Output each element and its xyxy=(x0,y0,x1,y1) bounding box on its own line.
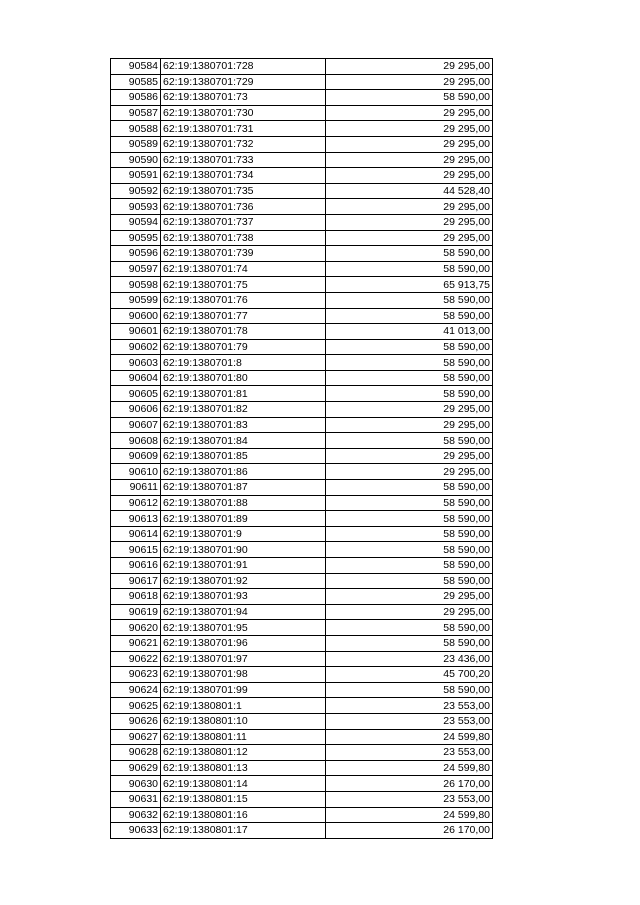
cadastral-number-cell: 62:19:1380701:95 xyxy=(161,620,326,636)
table-row xyxy=(111,261,493,277)
value-cell: 29 295,00 xyxy=(326,214,493,230)
cadastral-number-cell: 62:19:1380701:80 xyxy=(161,370,326,386)
cadastral-number-cell: 62:19:1380801:17 xyxy=(161,823,326,839)
table-row xyxy=(111,402,493,418)
cadastral-number-cell: 62:19:1380701:85 xyxy=(161,448,326,464)
value-cell: 29 295,00 xyxy=(326,448,493,464)
value-cell: 23 553,00 xyxy=(326,713,493,729)
row-number-cell: 90616 xyxy=(111,558,161,574)
table-row xyxy=(111,526,493,542)
table-row xyxy=(111,448,493,464)
cadastral-number-cell: 62:19:1380701:731 xyxy=(161,121,326,137)
row-number-cell: 90632 xyxy=(111,807,161,823)
row-number-cell: 90623 xyxy=(111,667,161,683)
table-row xyxy=(111,90,493,106)
row-number-cell: 90601 xyxy=(111,324,161,340)
value-cell: 29 295,00 xyxy=(326,121,493,137)
value-cell: 58 590,00 xyxy=(326,339,493,355)
table-row xyxy=(111,199,493,215)
cadastral-number-cell: 62:19:1380701:734 xyxy=(161,168,326,184)
value-cell: 29 295,00 xyxy=(326,105,493,121)
cadastral-number-cell: 62:19:1380701:81 xyxy=(161,386,326,402)
row-number-cell: 90630 xyxy=(111,776,161,792)
value-cell: 29 295,00 xyxy=(326,152,493,168)
cadastral-number-cell: 62:19:1380701:728 xyxy=(161,59,326,75)
value-cell: 23 553,00 xyxy=(326,745,493,761)
value-cell: 29 295,00 xyxy=(326,402,493,418)
value-cell: 58 590,00 xyxy=(326,292,493,308)
row-number-cell: 90607 xyxy=(111,417,161,433)
row-number-cell: 90613 xyxy=(111,511,161,527)
cadastral-number-cell: 62:19:1380801:1 xyxy=(161,698,326,714)
table-row xyxy=(111,542,493,558)
table-row xyxy=(111,168,493,184)
table-row xyxy=(111,713,493,729)
value-cell: 24 599,80 xyxy=(326,760,493,776)
row-number-cell: 90595 xyxy=(111,230,161,246)
table-row xyxy=(111,386,493,402)
cadastral-number-cell: 62:19:1380701:739 xyxy=(161,246,326,262)
cadastral-number-cell: 62:19:1380701:9 xyxy=(161,526,326,542)
table-row xyxy=(111,230,493,246)
table-row xyxy=(111,807,493,823)
cadastral-number-cell: 62:19:1380701:732 xyxy=(161,136,326,152)
table-row xyxy=(111,760,493,776)
table-row xyxy=(111,745,493,761)
cadastral-number-cell: 62:19:1380701:92 xyxy=(161,573,326,589)
cadastral-number-cell: 62:19:1380801:10 xyxy=(161,713,326,729)
value-cell: 58 590,00 xyxy=(326,370,493,386)
table-row xyxy=(111,292,493,308)
cadastral-number-cell: 62:19:1380701:736 xyxy=(161,199,326,215)
row-number-cell: 90629 xyxy=(111,760,161,776)
value-cell: 29 295,00 xyxy=(326,230,493,246)
row-number-cell: 90618 xyxy=(111,589,161,605)
table-row xyxy=(111,464,493,480)
cadastral-number-cell: 62:19:1380701:88 xyxy=(161,495,326,511)
row-number-cell: 90612 xyxy=(111,495,161,511)
cadastral-number-cell: 62:19:1380701:94 xyxy=(161,604,326,620)
value-cell: 29 295,00 xyxy=(326,136,493,152)
row-number-cell: 90605 xyxy=(111,386,161,402)
value-cell: 26 170,00 xyxy=(326,776,493,792)
row-number-cell: 90610 xyxy=(111,464,161,480)
row-number-cell: 90633 xyxy=(111,823,161,839)
cadastral-number-cell: 62:19:1380701:733 xyxy=(161,152,326,168)
row-number-cell: 90600 xyxy=(111,308,161,324)
row-number-cell: 90592 xyxy=(111,183,161,199)
value-cell: 58 590,00 xyxy=(326,526,493,542)
value-cell: 29 295,00 xyxy=(326,464,493,480)
value-cell: 58 590,00 xyxy=(326,433,493,449)
cadastral-number-cell: 62:19:1380701:89 xyxy=(161,511,326,527)
row-number-cell: 90624 xyxy=(111,682,161,698)
cadastral-number-cell: 62:19:1380801:15 xyxy=(161,791,326,807)
cadastral-number-cell: 62:19:1380701:97 xyxy=(161,651,326,667)
table-row xyxy=(111,682,493,698)
cadastral-number-cell: 62:19:1380701:77 xyxy=(161,308,326,324)
value-cell: 23 553,00 xyxy=(326,698,493,714)
row-number-cell: 90626 xyxy=(111,713,161,729)
cadastral-number-cell: 62:19:1380701:738 xyxy=(161,230,326,246)
value-cell: 29 295,00 xyxy=(326,417,493,433)
cadastral-number-cell: 62:19:1380701:73 xyxy=(161,90,326,106)
table-row xyxy=(111,183,493,199)
table-row xyxy=(111,214,493,230)
value-cell: 23 553,00 xyxy=(326,791,493,807)
cadastral-number-cell: 62:19:1380701:76 xyxy=(161,292,326,308)
cadastral-number-cell: 62:19:1380701:8 xyxy=(161,355,326,371)
cadastral-number-cell: 62:19:1380701:735 xyxy=(161,183,326,199)
table-row xyxy=(111,370,493,386)
table-row xyxy=(111,667,493,683)
cadastral-number-cell: 62:19:1380801:14 xyxy=(161,776,326,792)
value-cell: 58 590,00 xyxy=(326,573,493,589)
value-cell: 41 013,00 xyxy=(326,324,493,340)
cadastral-number-cell: 62:19:1380701:86 xyxy=(161,464,326,480)
cadastral-number-cell: 62:19:1380701:91 xyxy=(161,558,326,574)
cadastral-value-table xyxy=(110,58,493,839)
table-row xyxy=(111,480,493,496)
row-number-cell: 90599 xyxy=(111,292,161,308)
row-number-cell: 90609 xyxy=(111,448,161,464)
value-cell: 29 295,00 xyxy=(326,59,493,75)
value-cell: 44 528,40 xyxy=(326,183,493,199)
row-number-cell: 90587 xyxy=(111,105,161,121)
value-cell: 58 590,00 xyxy=(326,495,493,511)
table-row xyxy=(111,246,493,262)
row-number-cell: 90625 xyxy=(111,698,161,714)
row-number-cell: 90589 xyxy=(111,136,161,152)
value-cell: 58 590,00 xyxy=(326,261,493,277)
table-row xyxy=(111,558,493,574)
row-number-cell: 90604 xyxy=(111,370,161,386)
cadastral-number-cell: 62:19:1380701:98 xyxy=(161,667,326,683)
row-number-cell: 90627 xyxy=(111,729,161,745)
cadastral-number-cell: 62:19:1380801:11 xyxy=(161,729,326,745)
value-cell: 58 590,00 xyxy=(326,480,493,496)
row-number-cell: 90615 xyxy=(111,542,161,558)
value-cell: 29 295,00 xyxy=(326,199,493,215)
table-row xyxy=(111,573,493,589)
row-number-cell: 90631 xyxy=(111,791,161,807)
cadastral-number-cell: 62:19:1380701:87 xyxy=(161,480,326,496)
value-cell: 24 599,80 xyxy=(326,807,493,823)
cadastral-number-cell: 62:19:1380701:99 xyxy=(161,682,326,698)
cadastral-number-cell: 62:19:1380701:75 xyxy=(161,277,326,293)
row-number-cell: 90598 xyxy=(111,277,161,293)
cadastral-number-cell: 62:19:1380701:78 xyxy=(161,324,326,340)
table-row xyxy=(111,74,493,90)
table-row xyxy=(111,651,493,667)
value-cell: 58 590,00 xyxy=(326,558,493,574)
value-cell: 45 700,20 xyxy=(326,667,493,683)
table-row xyxy=(111,511,493,527)
table-row xyxy=(111,433,493,449)
table-row xyxy=(111,355,493,371)
cadastral-number-cell: 62:19:1380701:84 xyxy=(161,433,326,449)
table-row xyxy=(111,698,493,714)
table-row xyxy=(111,635,493,651)
value-cell: 58 590,00 xyxy=(326,355,493,371)
value-cell: 29 295,00 xyxy=(326,604,493,620)
cadastral-number-cell: 62:19:1380701:730 xyxy=(161,105,326,121)
table-row xyxy=(111,339,493,355)
row-number-cell: 90588 xyxy=(111,121,161,137)
row-number-cell: 90619 xyxy=(111,604,161,620)
value-cell: 58 590,00 xyxy=(326,682,493,698)
row-number-cell: 90606 xyxy=(111,402,161,418)
cadastral-number-cell: 62:19:1380701:93 xyxy=(161,589,326,605)
value-cell: 29 295,00 xyxy=(326,589,493,605)
table-row xyxy=(111,59,493,75)
cadastral-number-cell: 62:19:1380701:82 xyxy=(161,402,326,418)
table-row xyxy=(111,776,493,792)
cadastral-number-cell: 62:19:1380801:13 xyxy=(161,760,326,776)
cadastral-number-cell: 62:19:1380801:12 xyxy=(161,745,326,761)
cadastral-number-cell: 62:19:1380701:83 xyxy=(161,417,326,433)
table-body xyxy=(111,59,493,839)
table-row xyxy=(111,105,493,121)
row-number-cell: 90594 xyxy=(111,214,161,230)
value-cell: 24 599,80 xyxy=(326,729,493,745)
row-number-cell: 90614 xyxy=(111,526,161,542)
table-row xyxy=(111,277,493,293)
value-cell: 26 170,00 xyxy=(326,823,493,839)
value-cell: 58 590,00 xyxy=(326,620,493,636)
value-cell: 58 590,00 xyxy=(326,511,493,527)
value-cell: 65 913,75 xyxy=(326,277,493,293)
table-row xyxy=(111,417,493,433)
value-cell: 58 590,00 xyxy=(326,246,493,262)
value-cell: 58 590,00 xyxy=(326,542,493,558)
cadastral-number-cell: 62:19:1380701:737 xyxy=(161,214,326,230)
table-row xyxy=(111,152,493,168)
row-number-cell: 90586 xyxy=(111,90,161,106)
table-row xyxy=(111,791,493,807)
row-number-cell: 90593 xyxy=(111,199,161,215)
value-cell: 58 590,00 xyxy=(326,386,493,402)
row-number-cell: 90590 xyxy=(111,152,161,168)
row-number-cell: 90621 xyxy=(111,635,161,651)
row-number-cell: 90622 xyxy=(111,651,161,667)
table-row xyxy=(111,620,493,636)
table-row xyxy=(111,121,493,137)
table-row xyxy=(111,324,493,340)
value-cell: 58 590,00 xyxy=(326,635,493,651)
cadastral-number-cell: 62:19:1380701:90 xyxy=(161,542,326,558)
value-cell: 29 295,00 xyxy=(326,74,493,90)
value-cell: 23 436,00 xyxy=(326,651,493,667)
value-cell: 58 590,00 xyxy=(326,90,493,106)
row-number-cell: 90585 xyxy=(111,74,161,90)
row-number-cell: 90617 xyxy=(111,573,161,589)
cadastral-number-cell: 62:19:1380701:74 xyxy=(161,261,326,277)
table-row xyxy=(111,308,493,324)
row-number-cell: 90591 xyxy=(111,168,161,184)
row-number-cell: 90596 xyxy=(111,246,161,262)
cadastral-number-cell: 62:19:1380701:79 xyxy=(161,339,326,355)
row-number-cell: 90628 xyxy=(111,745,161,761)
table-row xyxy=(111,823,493,839)
row-number-cell: 90603 xyxy=(111,355,161,371)
row-number-cell: 90608 xyxy=(111,433,161,449)
row-number-cell: 90611 xyxy=(111,480,161,496)
row-number-cell: 90620 xyxy=(111,620,161,636)
value-cell: 29 295,00 xyxy=(326,168,493,184)
cadastral-number-cell: 62:19:1380701:729 xyxy=(161,74,326,90)
table-row xyxy=(111,589,493,605)
row-number-cell: 90597 xyxy=(111,261,161,277)
table-row xyxy=(111,136,493,152)
cadastral-number-cell: 62:19:1380801:16 xyxy=(161,807,326,823)
table-row xyxy=(111,495,493,511)
row-number-cell: 90584 xyxy=(111,59,161,75)
table-row xyxy=(111,604,493,620)
cadastral-number-cell: 62:19:1380701:96 xyxy=(161,635,326,651)
value-cell: 58 590,00 xyxy=(326,308,493,324)
row-number-cell: 90602 xyxy=(111,339,161,355)
table-row xyxy=(111,729,493,745)
